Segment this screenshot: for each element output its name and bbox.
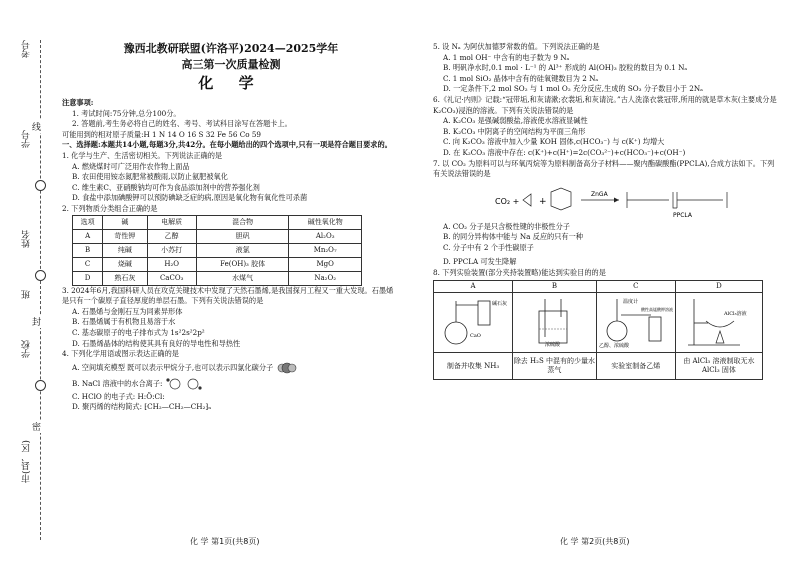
table-header: B — [513, 281, 597, 293]
table-cell: 熟石灰 — [103, 271, 147, 285]
table-header: 选项 — [73, 215, 103, 229]
space-filling-model-icon — [276, 362, 298, 374]
q3-option-a: A. 石墨烯与金刚石互为同素异形体 — [72, 306, 183, 316]
q5-option-b: B. 明矾净水时,0.1 mol · L⁻¹ 的 Al³⁺ 形成的 Al(OH)₃ 胶粒的数目为 0.1 Nₐ — [443, 63, 688, 73]
reaction-scheme — [433, 182, 778, 220]
q3-option-c: C. 基态碳原子的电子排布式为 1s²2s²2p² — [72, 327, 205, 337]
label-c2: 乙醇、浓硫酸 — [598, 342, 629, 349]
page-footer-left: 化 学 第1页(共8页) — [190, 537, 260, 546]
page-footer-right: 化 学 第2页(共8页) — [560, 537, 630, 546]
question-5-stem: 5. 设 Nₐ 为阿伏加德罗常数的值。下列说法正确的是 — [433, 42, 600, 51]
exam-title-line1: 豫西北教研联盟(许洛平)2024—2025学年 — [123, 42, 339, 55]
apparatus-c — [596, 292, 675, 353]
question-1-stem: 1. 化学与生产、生活密切相关。下列说法正确的是 — [62, 150, 223, 160]
question-3-stem: 3. 2024年6月,我国科研人员在攻克关键技术中发现了天然石墨烯,是我国探月工程又一重大发现。石墨烯是只有一个碳原子直径厚度的单层石墨。下列有关说法错误的是 — [62, 285, 394, 306]
apparatus-d — [675, 292, 762, 353]
table-row — [73, 271, 362, 285]
apparatus-a — [434, 292, 513, 353]
cut-line — [40, 40, 41, 540]
q7-option-b: B. 的同分异构体中能与 Na 反应的只有一种 — [443, 232, 583, 242]
right-column — [433, 42, 778, 380]
catalyst-label: ZnGA — [591, 190, 608, 198]
q3-option-b: B. 石墨烯属于有机物且易溶于水 — [72, 317, 176, 327]
apparatus-b — [513, 292, 597, 353]
notes-title: 注意事项: — [62, 98, 94, 107]
question-7-stem: 7. 以 CO₂ 为原料可以与环氧丙烷等为原料制备高分子材料——聚内酯碳酸酯(PPCLA),合成方法如下。下列有关说法错误的是 — [433, 158, 775, 179]
svg-text:+: + — [539, 196, 547, 207]
table-row — [434, 353, 763, 380]
q7-option-a: A. CO₂ 分子是只含极性键的非极性分子 — [443, 221, 570, 231]
caption-d: 由 AlCl₃ 溶液制取无水 AlCl₃ 固体 — [675, 353, 762, 380]
q4-option-a-text: A. 空间填充模型 既可以表示甲烷分子,也可以表示四氯化碳分子 — [72, 362, 274, 372]
table-row — [73, 243, 362, 257]
q4-option-c: C. HClO 的电子式: H:Ö:Cl: — [72, 391, 165, 401]
table-cell: C — [73, 257, 103, 271]
table-cell: 烧碱 — [103, 257, 147, 271]
binding-circle — [35, 270, 46, 281]
q4-option-b-text: B. NaCl 溶液中的水合离子: — [72, 378, 163, 388]
q1-option-d: D. 食盐中添加碘酸钾可以预防碘缺乏症的病,原因是氧化物有氧化性可杀菌 — [72, 193, 308, 203]
table-row — [434, 292, 763, 353]
table-cell: Fe(OH)₃ 胶体 — [196, 257, 289, 271]
table-cell: Mn₂O₇ — [289, 243, 362, 257]
table-cell: D — [73, 271, 103, 285]
binding-word: 密 — [32, 420, 41, 433]
table-cell: 乙醇 — [147, 229, 196, 243]
question-4-stem: 4. 下列化学用语或图示表达正确的是 — [62, 349, 179, 359]
question-2-stem: 2. 下列物质分类组合正确的是 — [62, 203, 158, 213]
ethylene-apparatus-icon — [597, 293, 675, 349]
binding-label-school: 学校 — [22, 340, 32, 358]
section-heading: 一、选择题:本题共14小题,每题3分,共42分。在每小题给出的四个选项中,只有一项是符合题目要求的。 — [62, 140, 392, 150]
apparatus-table — [433, 280, 763, 380]
exam-title-line2: 高三第一次质量检测 — [181, 58, 281, 71]
label-c1: 温度计 — [622, 298, 638, 305]
label-d1: AlCl₃溶液 — [723, 310, 747, 317]
question-6-stem: 6.《礼记·内则》记载:“冠带垢,和灰请漱;衣裳垢,和灰请浣。”古人洗涤衣裳冠带,所用的就是草木灰(主要成分是 K₂CO₃)浸泡的溶液。下列有关说法错误的是 — [433, 94, 777, 115]
binding-word: 线 — [32, 120, 41, 133]
left-column — [62, 98, 400, 413]
label-c3: 酸性高锰酸钾溶液 — [640, 306, 673, 312]
q6-option-c: C. 向 K₂CO₃ 溶液中加入少量 KOH 固体,c(HCO₃⁻) 与 c(K⁺) 均增大 — [443, 137, 665, 147]
exam-subject: 化 学 — [198, 74, 264, 92]
binding-label-class: 班 — [22, 290, 32, 299]
note-item: 2. 答题前,考生务必将自己的姓名、考号、考试科目涂写在答题卡上。 — [72, 119, 292, 129]
product-label: PPCLA — [673, 211, 693, 219]
reaction-scheme-svg — [433, 182, 778, 220]
q1-option-a: A. 燃烧煤时可广泛用作农作物上面品 — [72, 161, 190, 171]
q3-option-d: D. 石墨烯晶体的结构使其具有良好的导电性和导热性 — [72, 338, 241, 348]
gas-washing-bottle-icon — [515, 293, 593, 349]
q1-option-b: B. 农田使用铵态氮肥常被酸雨,以防止氨肥被氧化 — [72, 172, 228, 182]
binding-label-city: 市(县、区) — [22, 440, 32, 484]
table-header: C — [596, 281, 675, 293]
q4-option-d: D. 聚丙烯的结构简式: ⁅CH₂—CH₂—CH₂⁆ₙ — [72, 402, 212, 412]
hydrated-ion-icon — [165, 377, 205, 391]
table-header: A — [434, 281, 513, 293]
table-row — [73, 229, 362, 243]
q5-option-d: D. 一定条件下,2 mol SO₂ 与 1 mol O₂ 充分反应,生成的 SO₃ 分子数目小于 2Nₐ — [443, 84, 703, 94]
table-cell: CaCO₃ — [147, 271, 196, 285]
table-cell: 苛性钾 — [103, 229, 147, 243]
label-a2: CaO — [470, 332, 481, 339]
evaporating-dish-icon — [680, 293, 758, 349]
binding-circle — [35, 180, 46, 191]
table-cell: Na₂O₂ — [289, 271, 362, 285]
q4-option-a — [62, 360, 400, 376]
table-header: 电解质 — [147, 215, 196, 229]
q5-option-c: C. 1 mol SiO₂ 晶体中含有的硅氧键数目为 2 Nₐ — [443, 73, 599, 83]
q4-option-b — [62, 376, 400, 392]
q6-option-d: D. 在 K₂CO₃ 溶液中存在: c(K⁺)+c(H⁺)=2c(CO₃²⁻)+c(HCO₃⁻)+c(OH⁻) — [443, 147, 686, 157]
table-cell: B — [73, 243, 103, 257]
table-cell: 胆矾 — [196, 229, 289, 243]
q5-option-a: A. 1 mol OH⁻ 中含有的电子数为 9 Nₐ — [443, 52, 570, 62]
q6-option-b: B. K₂CO₃ 中阴离子的空间结构为平面三角形 — [443, 126, 586, 136]
q6-option-a: A. K₂CO₃ 是强碱弱酸盐,溶液使水溶液显碱性 — [443, 116, 588, 126]
atomic-masses: 可能用到的相对原子质量:H 1 N 14 O 16 S 32 Fe 56 Co 59 — [62, 129, 261, 139]
label-a1: 碱石灰 — [492, 300, 508, 307]
svg-text:CO₂ +: CO₂ + — [495, 196, 520, 206]
table-header-row — [73, 215, 362, 229]
q1-option-c: C. 维生素C、亚硝酸钠均可作为食品添加剂中的营养强化剂 — [72, 182, 260, 192]
caption-a: 制备并收集 NH₃ — [434, 353, 513, 380]
question-8-stem: 8. 下列实验装置(部分夹持装置略)能达到实验目的的是 — [433, 267, 606, 277]
note-item: 1. 考试时间:75分钟,总分100分。 — [72, 108, 181, 118]
table-cell: MgO — [289, 257, 362, 271]
caption-b: 除去 H₂S 中混有的少量水蒸气 — [513, 353, 597, 380]
table-cell: 水煤气 — [196, 271, 289, 285]
binding-label-name: 姓名 — [22, 230, 32, 248]
table-cell: 纯碱 — [103, 243, 147, 257]
flask-apparatus-icon — [434, 293, 512, 349]
q7-option-c: C. 分子中有 2 个手性碳原子 — [443, 242, 534, 252]
binding-circle — [35, 380, 46, 391]
binding-label-xuehao: 学号 — [22, 130, 32, 148]
table-cell: A — [73, 229, 103, 243]
table-cell: Al₂O₃ — [289, 229, 362, 243]
table-header: 碱 — [103, 215, 147, 229]
binding-margin — [6, 40, 52, 540]
binding-word: 封 — [32, 315, 41, 328]
table-row — [73, 257, 362, 271]
label-b1: 浓硫酸 — [545, 341, 561, 348]
table-header-row — [434, 281, 763, 293]
table-header: D — [675, 281, 762, 293]
table-cell: 小苏打 — [147, 243, 196, 257]
q7-option-d: D. PPCLA 可发生降解 — [443, 256, 517, 266]
classification-table — [72, 215, 362, 286]
table-header: 混合物 — [196, 215, 289, 229]
caption-c: 实验室制备乙烯 — [596, 353, 675, 380]
table-cell: H₂O — [147, 257, 196, 271]
table-header: 碱性氧化物 — [289, 215, 362, 229]
table-cell: 液氯 — [196, 243, 289, 257]
binding-label-kaohao: 考号 — [22, 40, 32, 58]
